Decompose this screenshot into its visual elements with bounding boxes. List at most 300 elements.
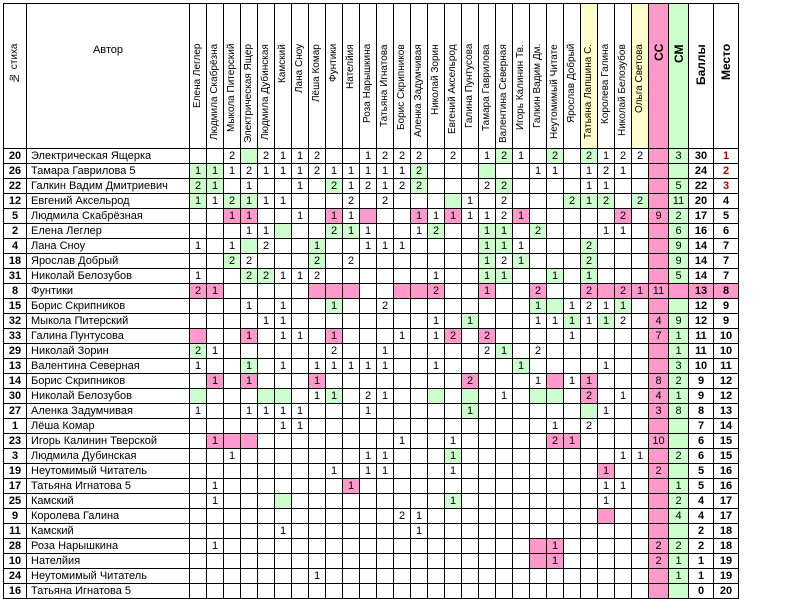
score-cell: 5: [689, 464, 714, 479]
vote-cell: 1: [445, 464, 462, 479]
vote-cell: [241, 464, 258, 479]
vote-cell: [479, 479, 496, 494]
vote-cell: [360, 584, 377, 599]
place-cell: 3: [714, 179, 739, 194]
vote-cell: [581, 494, 598, 509]
vote-cell: [530, 359, 547, 374]
vote-cell: 1: [377, 164, 394, 179]
table-row: [4, 209, 739, 224]
vote-cell: 1: [564, 329, 581, 344]
vote-cell: [377, 314, 394, 329]
vote-cell: [343, 149, 360, 164]
vote-cell: [377, 479, 394, 494]
vote-cell: 1: [309, 389, 326, 404]
vote-cell: [241, 479, 258, 494]
vote-cell: [377, 209, 394, 224]
vote-cell: [360, 374, 377, 389]
vote-cell: 1: [275, 314, 292, 329]
vote-cell: [632, 419, 649, 434]
vote-cell: [411, 449, 428, 464]
vote-cell: [564, 494, 581, 509]
vote-cell: 1: [428, 209, 445, 224]
vote-cell: [598, 209, 615, 224]
vote-cell: [513, 284, 530, 299]
vote-cell: [343, 419, 360, 434]
vote-cell: 1: [462, 404, 479, 419]
vote-cell: [394, 194, 411, 209]
voter-name: Неутомимый Читате: [549, 44, 560, 139]
voter-header: [309, 4, 326, 149]
vote-cell: [547, 509, 564, 524]
score-cell: 13: [689, 284, 714, 299]
vote-cell: [309, 404, 326, 419]
vote-cell: 1: [360, 359, 377, 374]
vote-cell: [598, 419, 615, 434]
voter-header: [411, 4, 428, 149]
vote-cell: [615, 584, 632, 599]
sm-cell: 9: [669, 314, 689, 329]
vote-cell: [292, 509, 309, 524]
vote-cell: [428, 464, 445, 479]
vote-cell: [411, 299, 428, 314]
vote-cell: [462, 344, 479, 359]
vote-cell: [445, 419, 462, 434]
vote-cell: [513, 539, 530, 554]
vote-cell: [462, 554, 479, 569]
vote-cell: [496, 314, 513, 329]
vote-cell: [428, 524, 445, 539]
vote-cell: [292, 479, 309, 494]
vote-cell: [598, 284, 615, 299]
vote-cell: 2: [530, 284, 547, 299]
vote-cell: [394, 554, 411, 569]
score-cell: 4: [689, 509, 714, 524]
ss-cell: [649, 149, 669, 164]
vote-cell: [615, 509, 632, 524]
vote-cell: [309, 329, 326, 344]
vote-cell: [258, 464, 275, 479]
vote-cell: [258, 569, 275, 584]
vote-cell: [275, 449, 292, 464]
vote-cell: [513, 329, 530, 344]
vote-cell: [224, 284, 241, 299]
voter-header: [377, 4, 394, 149]
vote-cell: [530, 269, 547, 284]
vote-cell: [207, 254, 224, 269]
vote-cell: [275, 434, 292, 449]
author-name: Елена Леглер: [27, 224, 190, 239]
sm-cell: 5: [669, 269, 689, 284]
vote-cell: [581, 344, 598, 359]
score-cell: 6: [689, 434, 714, 449]
vote-cell: [445, 404, 462, 419]
vote-cell: 1: [496, 224, 513, 239]
vote-cell: 1: [258, 194, 275, 209]
author-name: Камский: [27, 524, 190, 539]
vote-cell: 2: [530, 344, 547, 359]
poem-number: 10: [4, 554, 27, 569]
place-cell: 9: [714, 299, 739, 314]
vote-cell: [547, 224, 564, 239]
vote-cell: [190, 494, 207, 509]
vote-cell: [564, 284, 581, 299]
vote-cell: 2: [632, 149, 649, 164]
ss-cell: [649, 254, 669, 269]
vote-cell: [394, 539, 411, 554]
vote-cell: 1: [564, 314, 581, 329]
vote-cell: [496, 284, 513, 299]
vote-cell: [275, 209, 292, 224]
vote-cell: [292, 389, 309, 404]
author-header: [27, 4, 190, 149]
vote-cell: [190, 254, 207, 269]
vote-cell: 2: [411, 179, 428, 194]
vote-cell: [207, 359, 224, 374]
vote-cell: [513, 404, 530, 419]
vote-cell: [615, 494, 632, 509]
vote-cell: [360, 194, 377, 209]
score-cell: 0: [689, 584, 714, 599]
place-cell: 6: [714, 224, 739, 239]
vote-cell: [479, 554, 496, 569]
author-name: Тамара Гаврилова 5: [27, 164, 190, 179]
vote-cell: 2: [224, 149, 241, 164]
vote-cell: 1: [428, 359, 445, 374]
vote-cell: [241, 419, 258, 434]
author-name: Неутомимый Читатель: [27, 569, 190, 584]
vote-cell: [547, 239, 564, 254]
vote-cell: [496, 569, 513, 584]
author-name: Электрическая Ящерка: [27, 149, 190, 164]
table-row: [4, 329, 739, 344]
vote-cell: 1: [598, 314, 615, 329]
vote-cell: 2: [411, 164, 428, 179]
vote-cell: [632, 329, 649, 344]
vote-cell: [530, 404, 547, 419]
vote-cell: [479, 419, 496, 434]
vote-cell: 1: [547, 539, 564, 554]
vote-cell: 1: [275, 329, 292, 344]
vote-cell: [241, 449, 258, 464]
vote-cell: [632, 464, 649, 479]
vote-cell: 1: [428, 314, 445, 329]
vote-cell: [445, 179, 462, 194]
vote-cell: [632, 224, 649, 239]
voter-header: [462, 4, 479, 149]
vote-cell: [326, 509, 343, 524]
vote-cell: 2: [428, 284, 445, 299]
author-name: Роза Нарышкина: [27, 539, 190, 554]
author-name: Мыкола Питерский: [27, 314, 190, 329]
vote-cell: [207, 584, 224, 599]
vote-cell: [309, 194, 326, 209]
vote-cell: 1: [275, 419, 292, 434]
vote-cell: 1: [309, 239, 326, 254]
vote-cell: [275, 179, 292, 194]
vote-cell: 1: [394, 329, 411, 344]
voter-header: [479, 4, 496, 149]
vote-cell: 2: [581, 149, 598, 164]
poem-number: 3: [4, 449, 27, 464]
score-cell: 30: [689, 149, 714, 164]
vote-cell: 2: [343, 194, 360, 209]
vote-cell: [547, 344, 564, 359]
vote-cell: [207, 509, 224, 524]
vote-cell: 1: [292, 329, 309, 344]
sm-cell: 9: [669, 239, 689, 254]
vote-cell: [190, 434, 207, 449]
vote-cell: 1: [309, 374, 326, 389]
vote-cell: [462, 419, 479, 434]
vote-cell: 1: [207, 539, 224, 554]
vote-cell: [275, 569, 292, 584]
vote-cell: [581, 524, 598, 539]
vote-cell: [292, 284, 309, 299]
vote-cell: [326, 539, 343, 554]
vote-cell: [309, 479, 326, 494]
vote-cell: [207, 209, 224, 224]
vote-cell: [564, 359, 581, 374]
ss-cell: 10: [649, 434, 669, 449]
vote-cell: [411, 389, 428, 404]
vote-cell: [479, 194, 496, 209]
voter-name: Лёша Комар: [311, 44, 322, 102]
vote-cell: [326, 554, 343, 569]
vote-cell: [326, 254, 343, 269]
vote-cell: [207, 449, 224, 464]
poem-number: 33: [4, 329, 27, 344]
score-cell: 14: [689, 254, 714, 269]
vote-cell: [462, 149, 479, 164]
vote-cell: [428, 374, 445, 389]
vote-cell: [224, 584, 241, 599]
vote-cell: [207, 404, 224, 419]
vote-cell: 2: [394, 149, 411, 164]
vote-cell: 1: [530, 164, 547, 179]
place-cell: 18: [714, 524, 739, 539]
vote-cell: [190, 539, 207, 554]
sm-cell: 2: [669, 539, 689, 554]
vote-cell: [326, 239, 343, 254]
vote-cell: [394, 524, 411, 539]
place-cell: 7: [714, 239, 739, 254]
vote-cell: [275, 464, 292, 479]
vote-cell: [445, 224, 462, 239]
place-cell: 2: [714, 164, 739, 179]
poem-number: 19: [4, 464, 27, 479]
vote-cell: [377, 509, 394, 524]
vote-cell: 1: [462, 209, 479, 224]
ss-cell: [649, 419, 669, 434]
vote-cell: [632, 569, 649, 584]
vote-cell: [377, 269, 394, 284]
poem-number: 30: [4, 389, 27, 404]
vote-cell: [343, 344, 360, 359]
vote-cell: [598, 524, 615, 539]
vote-cell: 2: [581, 419, 598, 434]
vote-cell: 1: [547, 314, 564, 329]
vote-cell: [258, 509, 275, 524]
vote-cell: [530, 524, 547, 539]
vote-cell: [394, 284, 411, 299]
voter-name: Нателйия: [345, 44, 356, 89]
voter-name: Фунтики: [328, 44, 339, 83]
vote-cell: [258, 374, 275, 389]
vote-cell: [462, 254, 479, 269]
vote-cell: 2: [411, 149, 428, 164]
score-cell: 8: [689, 404, 714, 419]
vote-cell: [343, 389, 360, 404]
vote-cell: 1: [258, 404, 275, 419]
author-name: Фунтики: [27, 284, 190, 299]
voter-header: [547, 4, 564, 149]
vote-cell: [258, 389, 275, 404]
vote-cell: [445, 374, 462, 389]
vote-cell: 1: [615, 164, 632, 179]
voter-header: [224, 4, 241, 149]
poem-number: 20: [4, 149, 27, 164]
voter-header: [394, 4, 411, 149]
vote-cell: [411, 404, 428, 419]
voter-header: [258, 4, 275, 149]
vote-cell: [530, 389, 547, 404]
vote-cell: 1: [598, 404, 615, 419]
vote-cell: [258, 284, 275, 299]
vote-cell: [462, 359, 479, 374]
voter-header: [598, 4, 615, 149]
vote-cell: [445, 164, 462, 179]
ss-cell: 2: [649, 464, 669, 479]
vote-cell: [513, 584, 530, 599]
vote-cell: [394, 344, 411, 359]
vote-cell: [564, 389, 581, 404]
table-row: [4, 149, 739, 164]
voter-header: [428, 4, 445, 149]
vote-cell: 1: [615, 449, 632, 464]
vote-cell: [445, 479, 462, 494]
vote-cell: 1: [377, 239, 394, 254]
sm-cell: [669, 464, 689, 479]
vote-cell: [547, 179, 564, 194]
vote-cell: 1: [224, 164, 241, 179]
voter-name: Татьяна Лапшина С.: [583, 44, 594, 140]
table-row: [4, 554, 739, 569]
vote-cell: [207, 389, 224, 404]
vote-cell: [343, 494, 360, 509]
vote-cell: [513, 569, 530, 584]
vote-cell: [564, 404, 581, 419]
vote-cell: [309, 449, 326, 464]
vote-cell: [479, 524, 496, 539]
vote-cell: [462, 284, 479, 299]
vote-cell: 2: [377, 149, 394, 164]
vote-cell: [428, 149, 445, 164]
place-cell: 8: [714, 284, 739, 299]
vote-cell: [343, 539, 360, 554]
vote-cell: 2: [377, 299, 394, 314]
vote-cell: [479, 389, 496, 404]
vote-cell: [479, 404, 496, 419]
vote-cell: [496, 359, 513, 374]
place-cell: 13: [714, 404, 739, 419]
sm-cell: [669, 434, 689, 449]
vote-cell: [615, 344, 632, 359]
author-name: Галкин Вадим Дмитриевич: [27, 179, 190, 194]
table-row: [4, 314, 739, 329]
poem-number: 16: [4, 584, 27, 599]
vote-cell: 1: [496, 344, 513, 359]
vote-cell: [547, 494, 564, 509]
vote-cell: [207, 524, 224, 539]
poem-number: 31: [4, 269, 27, 284]
vote-cell: 2: [309, 149, 326, 164]
vote-cell: 1: [241, 224, 258, 239]
vote-cell: 2: [598, 164, 615, 179]
vote-cell: [462, 539, 479, 554]
vote-cell: 1: [581, 269, 598, 284]
vote-cell: 1: [479, 239, 496, 254]
vote-cell: [224, 524, 241, 539]
vote-cell: [292, 194, 309, 209]
vote-cell: 1: [547, 554, 564, 569]
vote-cell: [564, 224, 581, 239]
vote-cell: 2: [326, 224, 343, 239]
vote-cell: [326, 149, 343, 164]
vote-cell: [224, 509, 241, 524]
vote-cell: [394, 584, 411, 599]
vote-cell: [326, 314, 343, 329]
vote-cell: [513, 374, 530, 389]
vote-cell: [479, 359, 496, 374]
place-cell: 19: [714, 554, 739, 569]
vote-cell: [598, 554, 615, 569]
vote-cell: [258, 479, 275, 494]
vote-cell: 2: [258, 149, 275, 164]
vote-cell: [632, 314, 649, 329]
table-row: [4, 284, 739, 299]
vote-cell: 1: [513, 254, 530, 269]
voter-header: [513, 4, 530, 149]
vote-cell: 1: [394, 239, 411, 254]
vote-cell: 1: [292, 404, 309, 419]
vote-cell: 1: [360, 149, 377, 164]
voter-header: [564, 4, 581, 149]
vote-cell: [632, 539, 649, 554]
vote-cell: 1: [479, 269, 496, 284]
vote-cell: 1: [343, 359, 360, 374]
vote-cell: 1: [445, 434, 462, 449]
vote-cell: [564, 419, 581, 434]
vote-cell: 2: [564, 194, 581, 209]
vote-cell: [292, 359, 309, 374]
author-name: Нателйия: [27, 554, 190, 569]
table-row: [4, 299, 739, 314]
table-row: [4, 374, 739, 389]
vote-cell: [326, 419, 343, 434]
place-cell: 14: [714, 419, 739, 434]
vote-cell: [445, 314, 462, 329]
vote-cell: [445, 554, 462, 569]
voter-name: Ольга Светова: [634, 44, 645, 113]
vote-cell: 1: [632, 284, 649, 299]
vote-cell: [190, 329, 207, 344]
vote-cell: [513, 299, 530, 314]
ss-cell: [649, 479, 669, 494]
vote-cell: [241, 284, 258, 299]
vote-cell: 1: [207, 284, 224, 299]
sm-cell: 2: [669, 209, 689, 224]
vote-cell: 1: [360, 224, 377, 239]
